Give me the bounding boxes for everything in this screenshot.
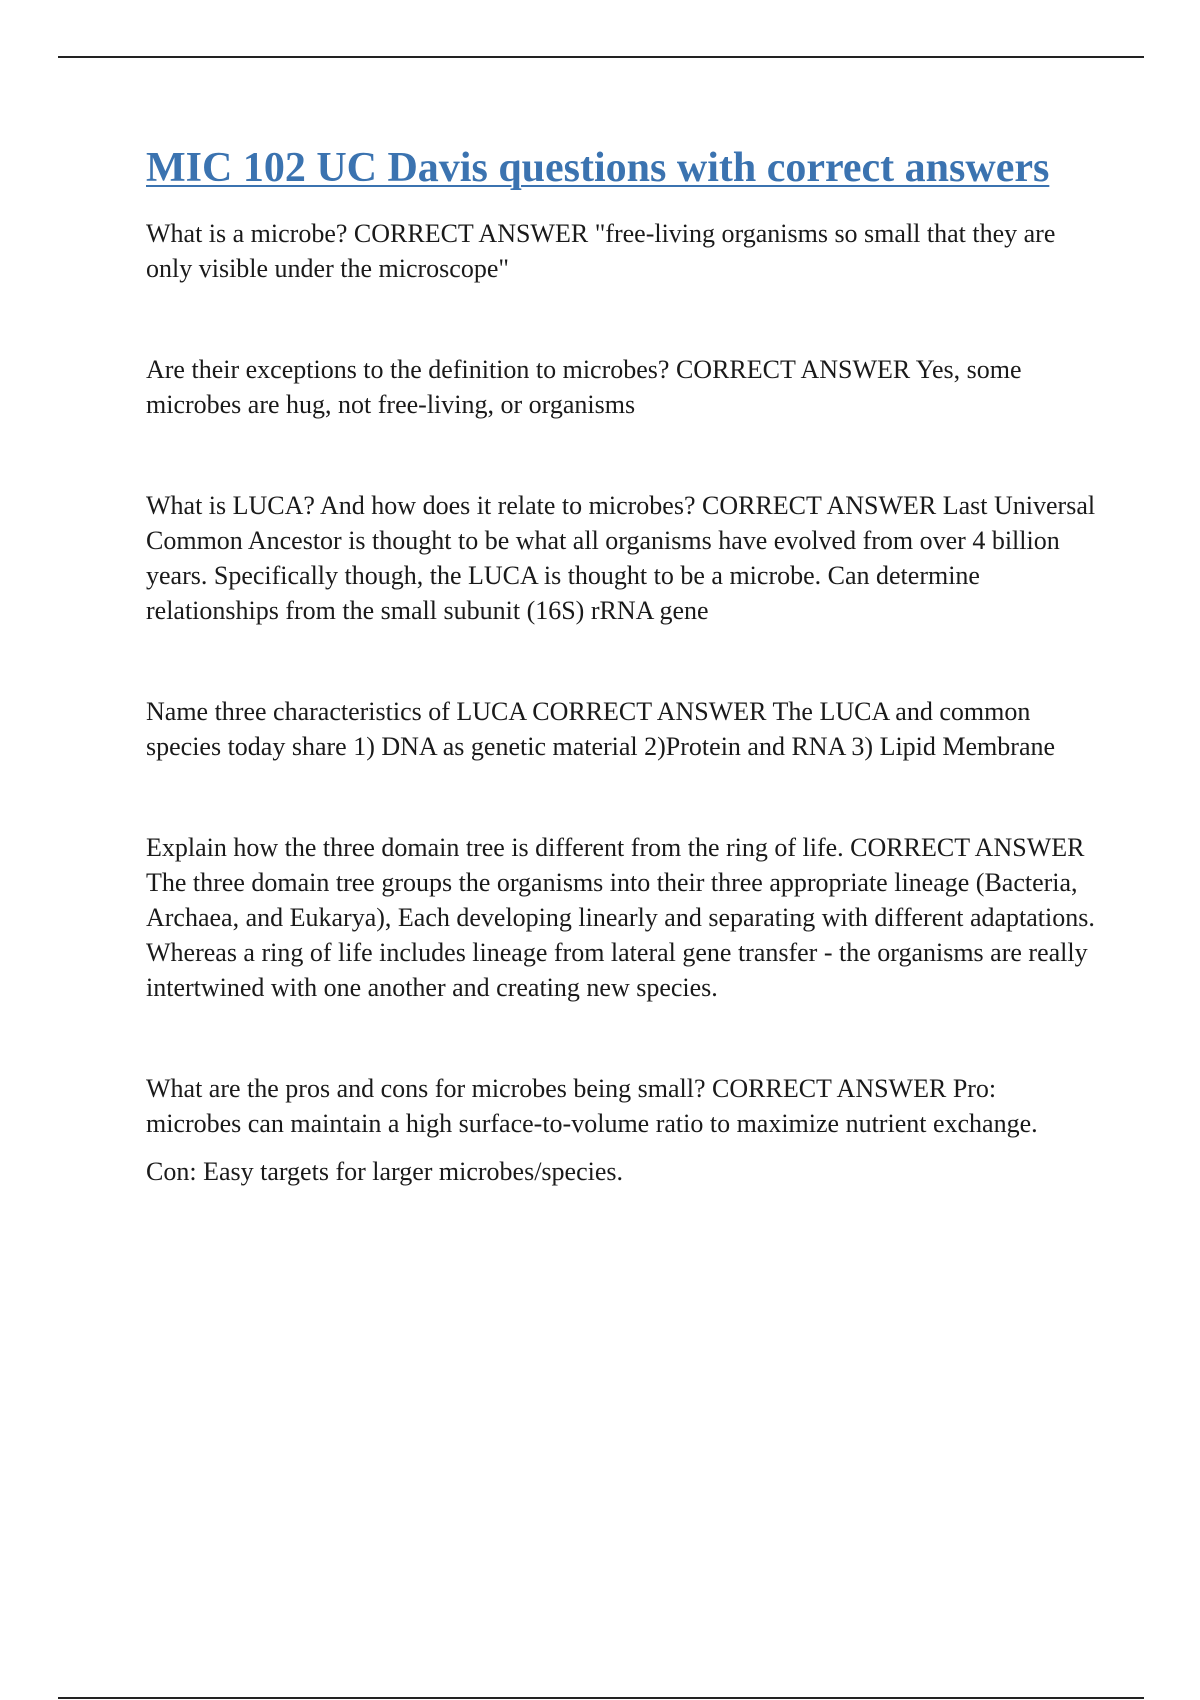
- qa-entry-pros-cons: What are the pros and cons for microbes being small? CORRECT ANSWER Pro: microbes can maintain a high surface-to-volume ratio to maximize nutrient exchange.: [146, 1074, 1038, 1138]
- qa-entry-luca: What is LUCA? And how does it relate to microbes? CORRECT ANSWER Last Universal Common Ancestor is thought to be what all organisms have evolved from over 4 billion years. Specifically though, the LUCA is thought to be a microbe. Can determine relationships from the small subunit (16S) rRNA gene: [146, 491, 1096, 625]
- document-title: MIC 102 UC Davis questions with correct answers: [146, 145, 1050, 191]
- document-page: [146, 140, 1096, 1189]
- qa-entry-luca-characteristics: Name three characteristics of LUCA CORRECT ANSWER The LUCA and common species today share 1) DNA as genetic material 2)Protein and RNA 3) Lipid Membrane: [146, 697, 1056, 761]
- qa-entry-exceptions: Are their exceptions to the definition to microbes? CORRECT ANSWER Yes, some microbes are hug, not free-living, or organisms: [146, 355, 1022, 419]
- footer-rule: [58, 1697, 1144, 1699]
- header-rule: [58, 56, 1144, 58]
- qa-entry-microbe-definition: What is a microbe? CORRECT ANSWER "free-living organisms so small that they are only visible under the microscope": [146, 219, 1056, 283]
- qa-entry-three-domain-tree: Explain how the three domain tree is different from the ring of life. CORRECT ANSWER The three domain tree groups the organisms into their three appropriate lineage (Bacteria, Archaea, and Eukarya), Each developing linearly and separating with different adaptations. Whereas a ring of life includes lineage from lateral gene transfer - the organisms are really intertwined with one another and creating new species.: [146, 833, 1095, 1002]
- qa-entry-cons: Con: Easy targets for larger microbes/species.: [146, 1157, 624, 1186]
